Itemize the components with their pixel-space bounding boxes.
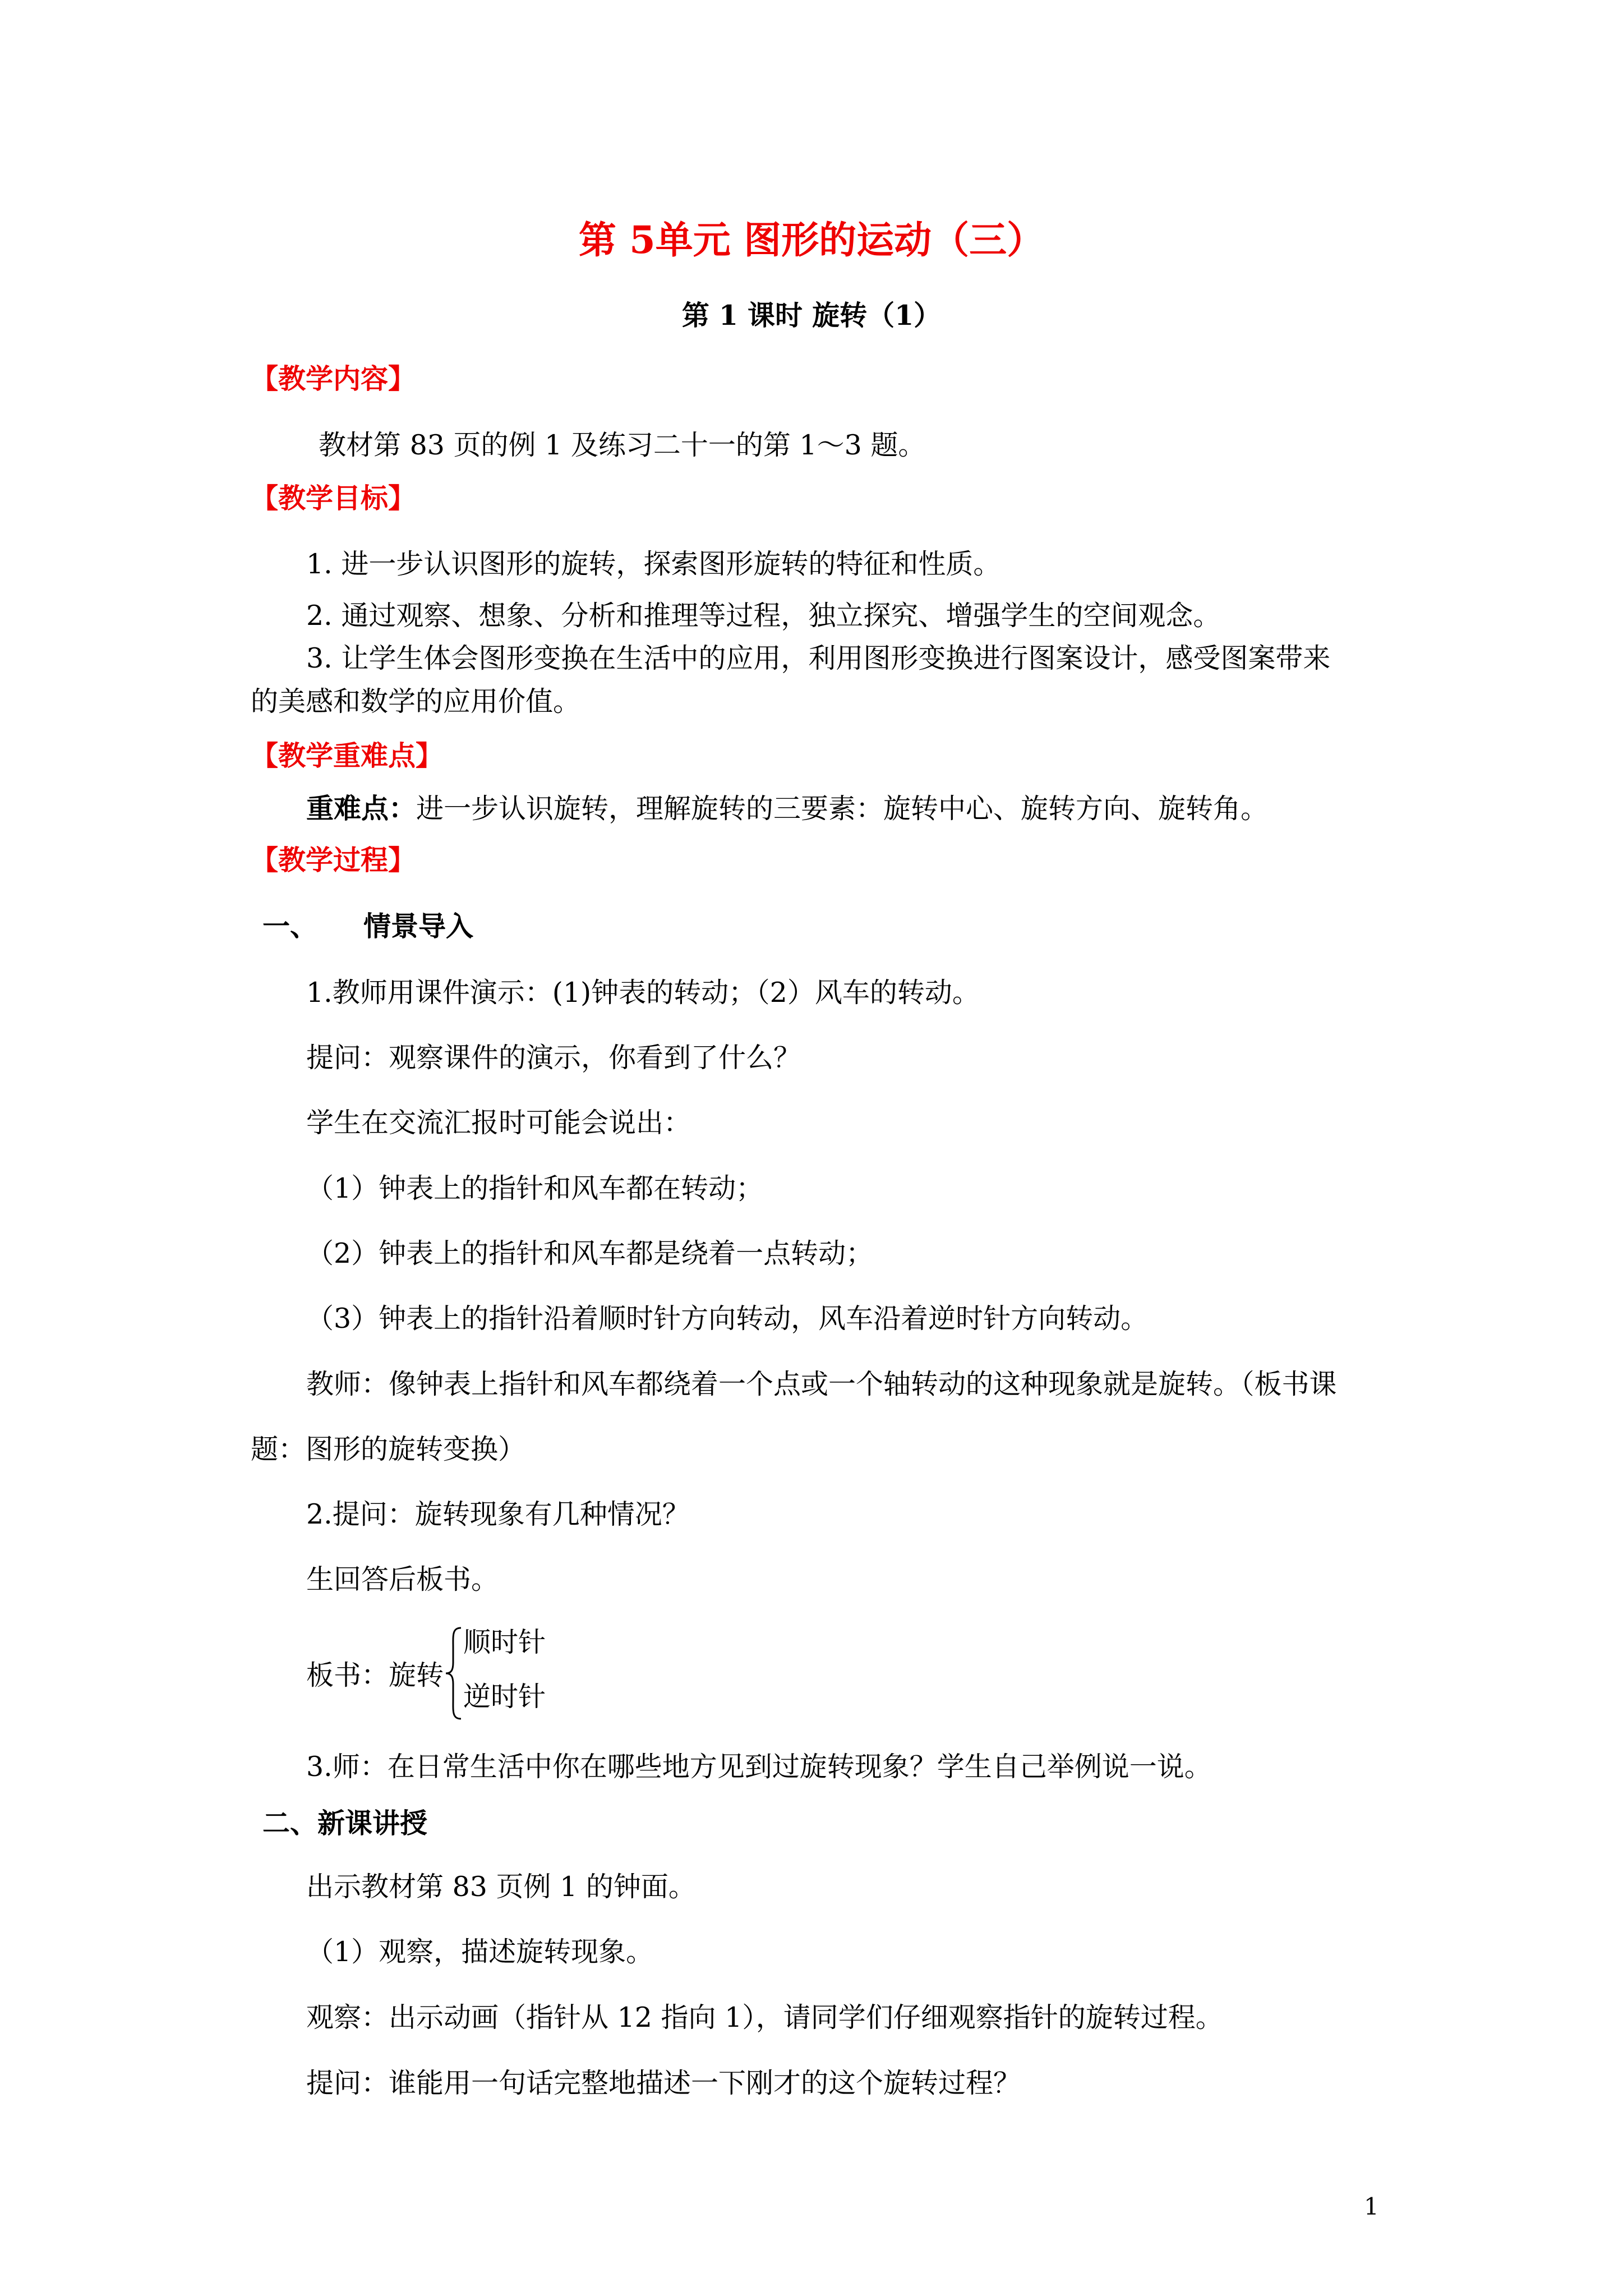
key-points-text: 进一步认识旋转，理解旋转的三要素：旋转中心、旋转方向、旋转角。 (416, 793, 1269, 825)
board-option-counterclockwise: 逆时针 (463, 1681, 546, 1713)
part2-heading: 二、新课讲授 (262, 1807, 428, 1839)
goal-3b: 的美感和数学的应用价值。 (251, 685, 581, 717)
content-heading: 【教学内容】 (251, 362, 416, 395)
key-points-label: 重难点： (306, 792, 417, 825)
part1-line: 学生在交流汇报时可能会说出： (306, 1107, 691, 1139)
page-title: 第 5单元 图形的运动（三） (578, 218, 1045, 262)
part1-heading: 情景导入 (363, 910, 474, 942)
key-points-line (306, 792, 1268, 826)
part1-line: 提问：观察课件的演示，你看到了什么？ (306, 1042, 801, 1074)
part1-line: 生回答后板书。 (306, 1563, 499, 1595)
curly-brace-icon (444, 1626, 463, 1721)
part1-line: 2.提问：旋转现象有几种情况？ (306, 1498, 690, 1530)
part2-line: 提问：谁能用一句话完整地描述一下刚才的这个旋转过程？ (306, 2067, 1021, 2099)
part1-line: （1）钟表上的指针和风车都在转动； (306, 1172, 764, 1204)
board-option-clockwise: 顺时针 (463, 1626, 546, 1658)
key-points-heading: 【教学重难点】 (251, 739, 444, 772)
lesson-subtitle: 第 1 课时 旋转（1） (681, 299, 942, 332)
goals-heading: 【教学目标】 (251, 482, 416, 514)
goal-3a: 3. 让学生体会图形变换在生活中的应用，利用图形变换进行图案设计，感受图案带来 (306, 642, 1331, 674)
part1-line: 1.教师用课件演示：(1)钟表的转动；（2）风车的转动。 (306, 977, 980, 1009)
part1-line: 教师：像钟表上指针和风车都绕着一个点或一个轴转动的这种现象就是旋转。（板书课 (306, 1368, 1337, 1400)
part1-line: （2）钟表上的指针和风车都是绕着一点转动； (306, 1237, 874, 1269)
part1-heading-number: 一、 (262, 910, 318, 942)
content-text: 教材第 83 页的例 1 及练习二十一的第 1～3 题。 (319, 429, 926, 461)
board-label: 板书：旋转 (306, 1659, 444, 1691)
part1-line: 题：图形的旋转变换） (251, 1433, 526, 1465)
goal-1: 1. 进一步认识图形的旋转，探索图形旋转的特征和性质。 (306, 548, 1001, 580)
part1-line: （3）钟表上的指针沿着顺时针方向转动，风车沿着逆时针方向转动。 (306, 1303, 1149, 1335)
part2-line: 出示教材第 83 页例 1 的钟面。 (306, 1871, 696, 1903)
part2-line: （1）观察，描述旋转现象。 (306, 1936, 654, 1968)
page-number: 1 (1364, 2193, 1379, 2220)
part2-line: 观察：出示动画（指针从 12 指向 1），请同学们仔细观察指针的旋转过程。 (306, 2001, 1223, 2033)
part1-line-after-board: 3.师：在日常生活中你在哪些地方见到过旋转现象？学生自己举例说一说。 (306, 1751, 1212, 1783)
process-heading: 【教学过程】 (251, 844, 416, 876)
goal-2: 2. 通过观察、想象、分析和推理等过程，独立探究、增强学生的空间观念。 (306, 600, 1221, 632)
